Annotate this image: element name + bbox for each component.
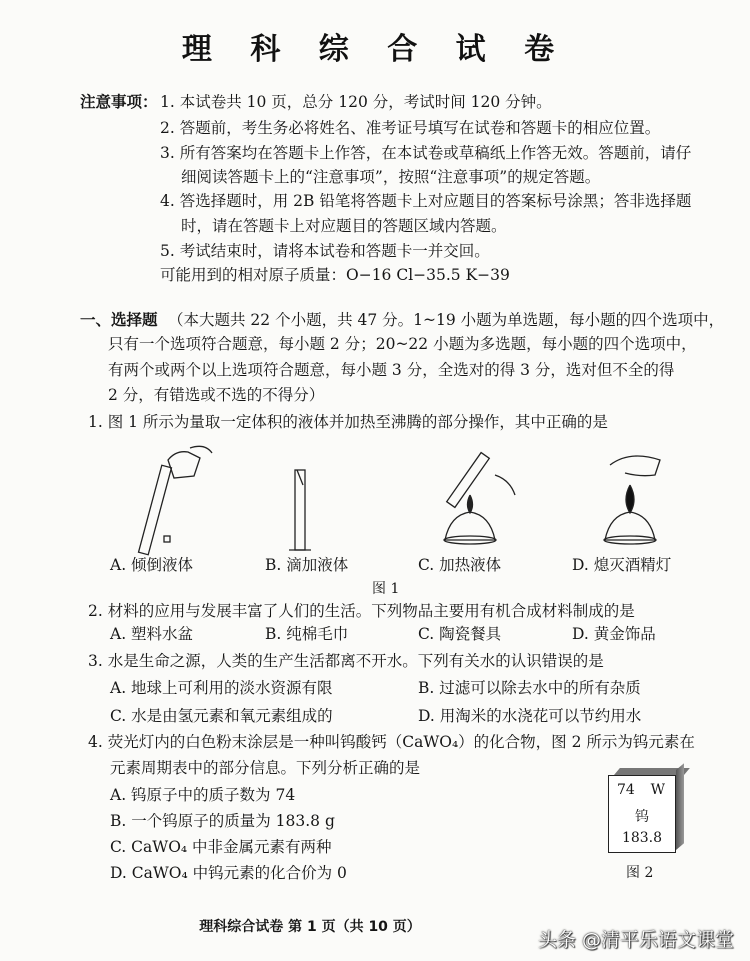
atomic-number: 74 [617,782,635,798]
watermark: 头条 @清平乐语文课堂 [538,929,735,951]
question-4-stem: 元素周期表中的部分信息。下列分析正确的是 [110,759,421,777]
section-intro: 2 分，有错选或不选的不得分） [108,386,325,404]
q3-option-d: D. 用淘米的水浇花可以节约用水 [418,707,642,725]
question-2-stem: 2. 材料的应用与发展丰富了人们的生活。下列物品主要用有机合成材料制成的是 [88,602,635,620]
element-symbol: W [650,782,665,798]
q2-option-b: B. 纯棉毛巾 [265,625,349,643]
question-1-stem: 1. 图 1 所示为量取一定体积的液体并加热至沸腾的部分操作，其中正确的是 [88,413,608,431]
section-heading: 一、选择题 [80,311,158,329]
q4-option-b: B. 一个钨原子的质量为 183.8 g [110,812,335,830]
section-intro: 只有一个选项符合题意，每小题 2 分；20~22 小题为多选题，每小题的四个选项中， [108,335,697,353]
q3-option-a: A. 地球上可利用的淡水资源有限 [110,679,333,697]
notice-item: 3. 所有答案均在答题卡上作答，在本试卷或草稿纸上作答无效。答题前，请仔 [160,144,692,162]
element-card-tungsten [608,775,676,853]
q2-option-d: D. 黄金饰品 [572,625,656,643]
q4-option-a: A. 钨原子中的质子数为 74 [110,786,296,804]
graduated-cylinder-illustration [285,465,315,555]
page-footer: 理科综合试卷 第 1 页（共 10 页） [199,919,421,935]
page-title: 理 科 综 合 试 卷 [181,32,569,67]
notice-item: 1. 本试卷共 10 页，总分 120 分，考试时间 120 分钟。 [160,93,552,111]
q1-option-c: C. 加热液体 [418,556,502,574]
heating-liquid-illustration [435,445,545,560]
notice-item: 2. 答题前，考生务必将姓名、准考证号填写在试卷和答题卡的相应位置。 [160,119,661,137]
figure-1-caption: 图 1 [372,581,400,597]
notice-item: 细阅读答题卡上的“注意事项”，按照“注意事项”的规定答题。 [181,168,601,186]
figure-2-caption: 图 2 [626,865,654,881]
notice-label: 注意事项： [80,93,158,111]
atomic-masses: 可能用到的相对原子质量：O−16 Cl−35.5 K−39 [160,266,510,284]
q1-option-d: D. 熄灭酒精灯 [572,556,672,574]
q3-option-c: C. 水是由氢元素和氧元素组成的 [110,707,333,725]
element-name: 钨 [635,809,649,825]
notice-item: 5. 考试结束时，请将本试卷和答题卡一并交回。 [160,242,490,260]
q4-option-d: D. CaWO₄ 中钨元素的化合价为 0 [110,864,347,882]
notice-item: 4. 答选择题时，用 2B 铅笔将答题卡上对应题目的答案标号涂黑；答非选择题 [160,192,692,210]
element-card-side-face [676,763,684,850]
q4-option-c: C. CaWO₄ 中非金属元素有两种 [110,838,332,856]
extinguish-lamp-illustration [600,445,680,560]
q1-option-a: A. 倾倒液体 [110,556,194,574]
atomic-mass: 183.8 [621,830,663,846]
section-intro: 有两个或两个以上选项符合题意，每小题 3 分，全选对的得 3 分，选对但不全的得 [108,361,675,379]
q2-option-c: C. 陶瓷餐具 [418,625,502,643]
section-intro: （本大题共 22 个小题，共 47 分。1~19 小题为单选题，每小题的四个选项中， [168,311,725,329]
notice-item: 时，请在答题卡上对应题目的答题区域内答题。 [181,217,507,235]
pouring-liquid-illustration [120,440,220,560]
question-4-stem: 4. 荧光灯内的白色粉末涂层是一种叫钨酸钙（CaWO₄）的化合物，图 2 所示为钨元素在 [88,733,695,751]
q3-option-b: B. 过滤可以除去水中的所有杂质 [418,679,641,697]
question-3-stem: 3. 水是生命之源，人类的生产生活都离不开水。下列有关水的认识错误的是 [88,652,604,670]
q1-option-b: B. 滴加液体 [265,556,349,574]
q2-option-a: A. 塑料水盆 [110,625,194,643]
